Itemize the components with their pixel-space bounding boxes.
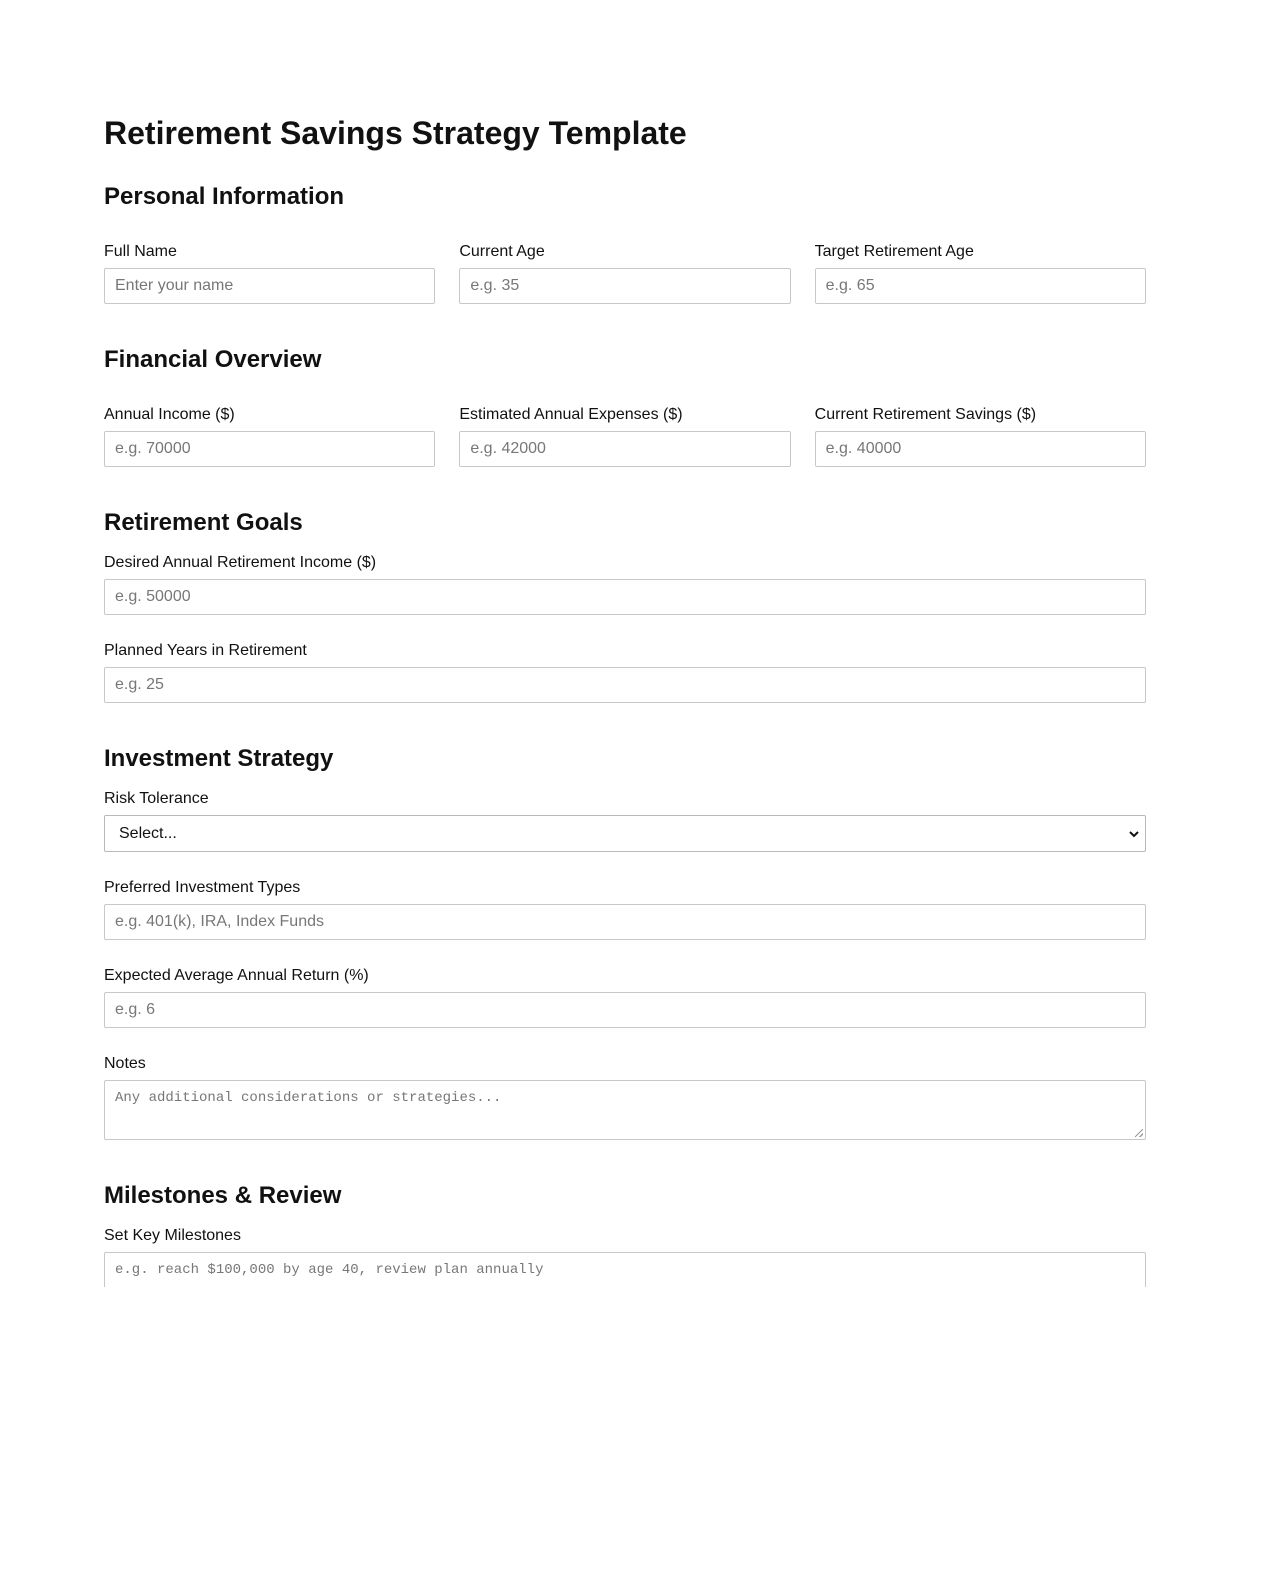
investment-types-label: Preferred Investment Types	[104, 879, 301, 896]
section-personal-heading: Personal Information	[104, 183, 345, 210]
current-age-label: Current Age	[459, 243, 545, 260]
chevron-down-icon	[1129, 830, 1139, 838]
milestones-textarea[interactable]	[104, 1252, 1146, 1287]
section-financial-heading: Financial Overview	[104, 346, 322, 373]
page-title: Retirement Savings Strategy Template	[104, 115, 687, 151]
target-retirement-age-label: Target Retirement Age	[814, 243, 974, 260]
annual-income-label: Annual Income ($)	[104, 406, 235, 423]
annual-expenses-label: Estimated Annual Expenses ($)	[459, 406, 683, 423]
notes-textarea[interactable]	[104, 1080, 1146, 1140]
resize-handle-icon[interactable]	[1135, 1129, 1143, 1137]
target-retirement-age-input[interactable]: e.g. 65	[815, 268, 1146, 304]
section-goals-heading: Retirement Goals	[104, 509, 303, 536]
risk-tolerance-value: Select...	[119, 824, 177, 842]
annual-income-input[interactable]: e.g. 70000	[104, 431, 435, 467]
current-age-input[interactable]: e.g. 35	[459, 268, 790, 304]
current-savings-input[interactable]: e.g. 40000	[815, 431, 1146, 467]
years-in-retirement-label: Planned Years in Retirement	[104, 642, 307, 659]
desired-income-input[interactable]: e.g. 50000	[104, 579, 1146, 615]
expected-return-input[interactable]: e.g. 6	[104, 992, 1146, 1028]
investment-types-input[interactable]: e.g. 401(k), IRA, Index Funds	[104, 904, 1146, 940]
section-investment-heading: Investment Strategy	[104, 745, 334, 772]
years-in-retirement-input[interactable]: e.g. 25	[104, 667, 1146, 703]
risk-tolerance-select[interactable]	[104, 815, 1146, 852]
personal-fields	[104, 242, 1146, 304]
expected-return-label: Expected Average Annual Return (%)	[104, 967, 369, 984]
notes-label: Notes	[104, 1055, 146, 1072]
milestones-label: Set Key Milestones	[104, 1227, 241, 1244]
full-name-input[interactable]: Enter your name	[104, 268, 435, 304]
annual-expenses-input[interactable]: e.g. 42000	[459, 431, 790, 467]
financial-fields	[104, 405, 1146, 467]
section-milestones-heading: Milestones & Review	[104, 1182, 342, 1209]
form-page	[104, 0, 1146, 1287]
full-name-label: Full Name	[104, 243, 177, 260]
risk-tolerance-label: Risk Tolerance	[104, 790, 209, 807]
milestones-placeholder: e.g. reach $100,000 by age 40, review plan annually	[115, 1262, 544, 1278]
desired-income-label: Desired Annual Retirement Income ($)	[104, 554, 377, 571]
current-savings-label: Current Retirement Savings ($)	[814, 406, 1037, 423]
notes-placeholder: Any additional considerations or strategies...	[115, 1090, 502, 1106]
